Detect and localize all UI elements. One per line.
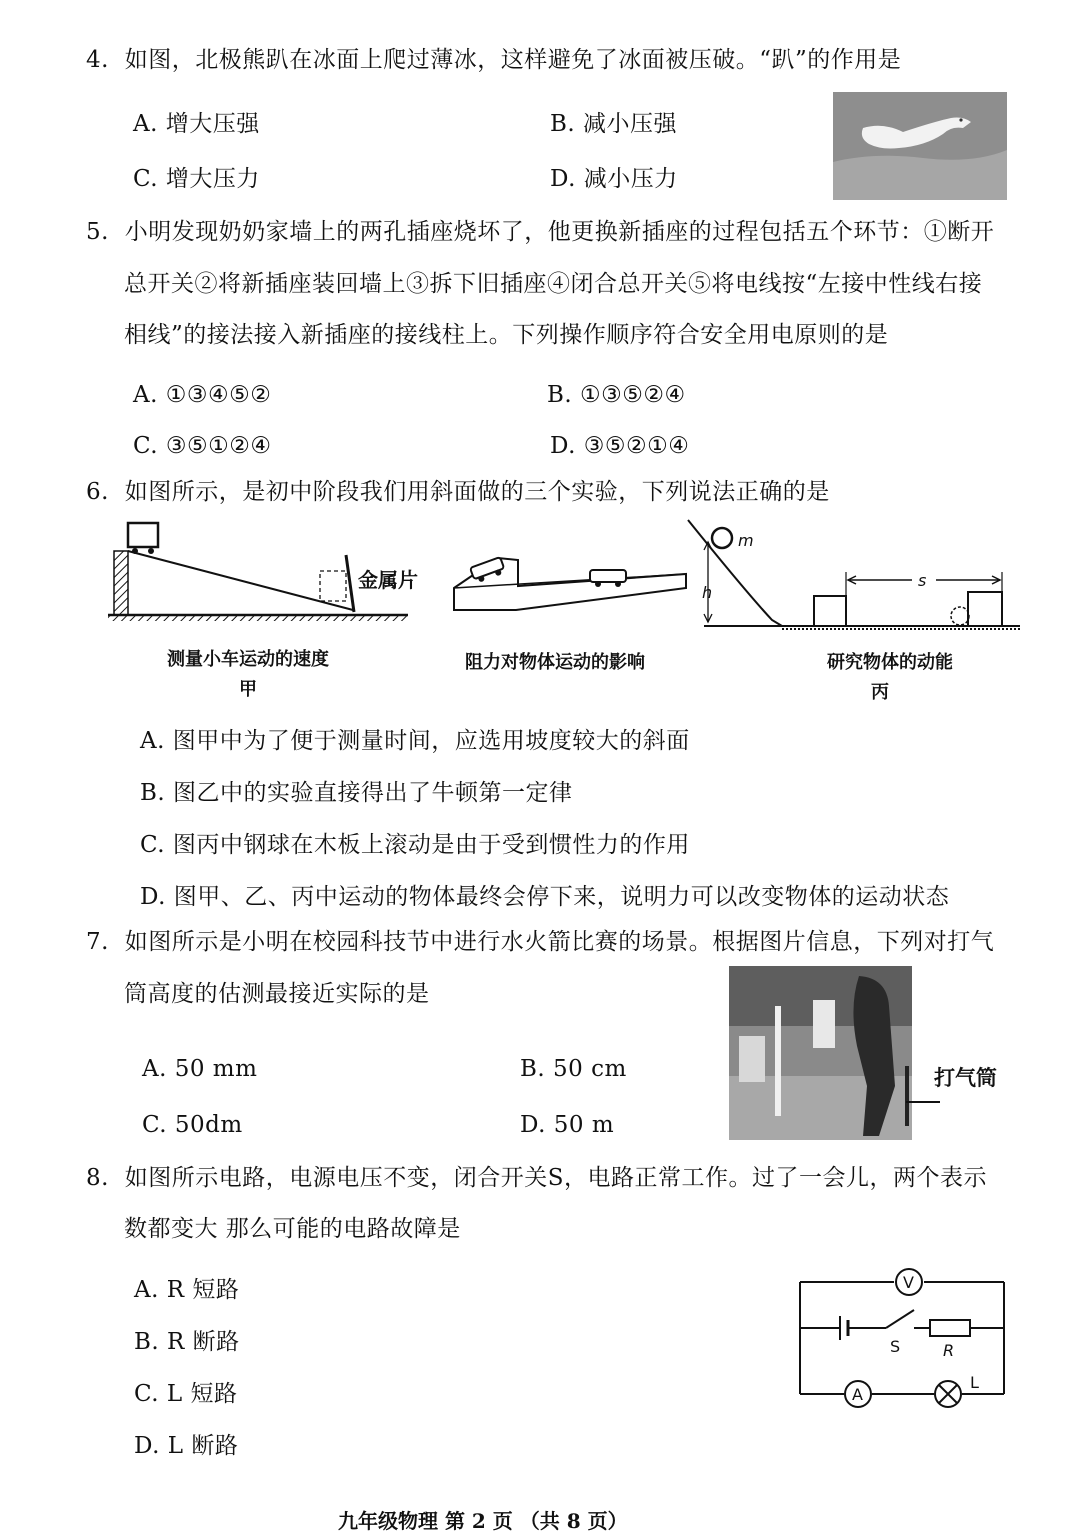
mass-label: m: [738, 531, 754, 550]
q4-option-d: D. 减小压力: [550, 166, 678, 192]
q6-stem: [86, 478, 830, 506]
q8-stem-line-1: 如图所示电路，电源电压不变，闭合开关S，电路正常工作。过了一会儿，两个表示: [124, 1165, 988, 1191]
q8-option-d: D. L 断路: [134, 1433, 239, 1459]
q6-number: 6.: [86, 479, 109, 505]
ammeter-label: A: [852, 1385, 863, 1404]
figure-bing-caption: 研究物体的动能: [827, 652, 953, 673]
q8-number: 8.: [86, 1165, 109, 1191]
q5-number: 5.: [86, 219, 109, 245]
q6-stem-line-1: 如图所示，是初中阶段我们用斜面做的三个实验，下列说法正确的是: [124, 479, 830, 505]
q6-option-b: B. 图乙中的实验直接得出了牛顿第一定律: [140, 780, 573, 806]
q5-stem-line-3: 相线”的接法接入新插座的接线柱上。下列操作顺序符合安全用电原则的是: [124, 322, 889, 348]
figure-jia-incline: [108, 515, 438, 625]
figure-bing-ramp: [686, 512, 1026, 637]
q5-option-a: A. ①③④⑤②: [133, 382, 272, 408]
q5-option-d: D. ③⑤②①④: [550, 433, 690, 459]
lamp-label: L: [970, 1373, 979, 1392]
q8-stem: [86, 1164, 987, 1192]
distance-label: s: [918, 571, 927, 590]
q5-stem-line-2: 总开关②将新插座装回墙上③拆下旧插座④闭合总开关⑤将电线按“左接中性线右接: [124, 271, 983, 297]
q4-stem-line-1: 如图，北极熊趴在冰面上爬过薄冰，这样避免了冰面被压破。“趴”的作用是: [124, 47, 902, 73]
page-footer: 九年级物理 第 2 页 （共 8 页）: [338, 1509, 628, 1533]
figure-jia-caption: 测量小车运动的速度: [167, 649, 329, 670]
q5-option-c: C. ③⑤①②④: [133, 433, 272, 459]
q4-option-b: B. 减小压强: [550, 111, 678, 137]
q6-option-c: C. 图丙中钢球在木板上滚动是由于受到惯性力的作用: [140, 832, 690, 858]
q5-option-b: B. ①③⑤②④: [547, 382, 686, 408]
figure-yi-caption: 阻力对物体运动的影响: [465, 652, 645, 673]
resistor-label: R: [943, 1341, 955, 1360]
q8-option-c: C. L 短路: [134, 1381, 238, 1407]
q8-circuit-diagram: [790, 1264, 1015, 1414]
q5-stem-line-1: 小明发现奶奶家墙上的两孔插座烧坏了，他更换新插座的过程包括五个环节：①断开: [124, 219, 995, 245]
q7-stem-line-1: 如图所示是小明在校园科技节中进行水火箭比赛的场景。根据图片信息，下列对打气: [124, 929, 995, 955]
pump-label: 打气筒: [934, 1065, 997, 1090]
figure-yi-board: [450, 548, 690, 616]
switch-label: S: [890, 1337, 901, 1356]
figure-bing-name: 丙: [871, 682, 889, 703]
q7-option-a: A. 50 mm: [142, 1056, 258, 1082]
q6-option-a: A. 图甲中为了便于测量时间，应选用坡度较大的斜面: [140, 728, 690, 754]
q4-stem: [86, 46, 901, 74]
q4-number: 4.: [86, 47, 109, 73]
q7-stem: [86, 928, 994, 956]
q7-stem-line-2: 筒高度的估测最接近实际的是: [124, 981, 430, 1007]
q4-option-a: A. 增大压强: [133, 111, 260, 137]
q7-number: 7.: [86, 929, 109, 955]
q8-option-b: B. R 断路: [134, 1329, 240, 1355]
height-label: h: [702, 583, 713, 602]
polar-bear-photo: [833, 92, 1007, 200]
voltmeter-label: V: [903, 1273, 914, 1292]
water-rocket-photo: [729, 966, 912, 1140]
q4-option-c: C. 增大压力: [133, 166, 260, 192]
metal-sheet-label: 金属片: [358, 568, 418, 592]
q7-option-d: D. 50 m: [520, 1112, 615, 1138]
q5-stem: [86, 218, 994, 246]
q7-option-c: C. 50dm: [142, 1112, 243, 1138]
q7-option-b: B. 50 cm: [520, 1056, 627, 1082]
figure-jia-name: 甲: [239, 679, 257, 700]
q8-stem-line-2: 数都变大 那么可能的电路故障是: [124, 1216, 461, 1242]
q6-option-d: D. 图甲、乙、丙中运动的物体最终会停下来，说明力可以改变物体的运动状态: [140, 884, 950, 910]
q8-option-a: A. R 短路: [134, 1277, 240, 1303]
